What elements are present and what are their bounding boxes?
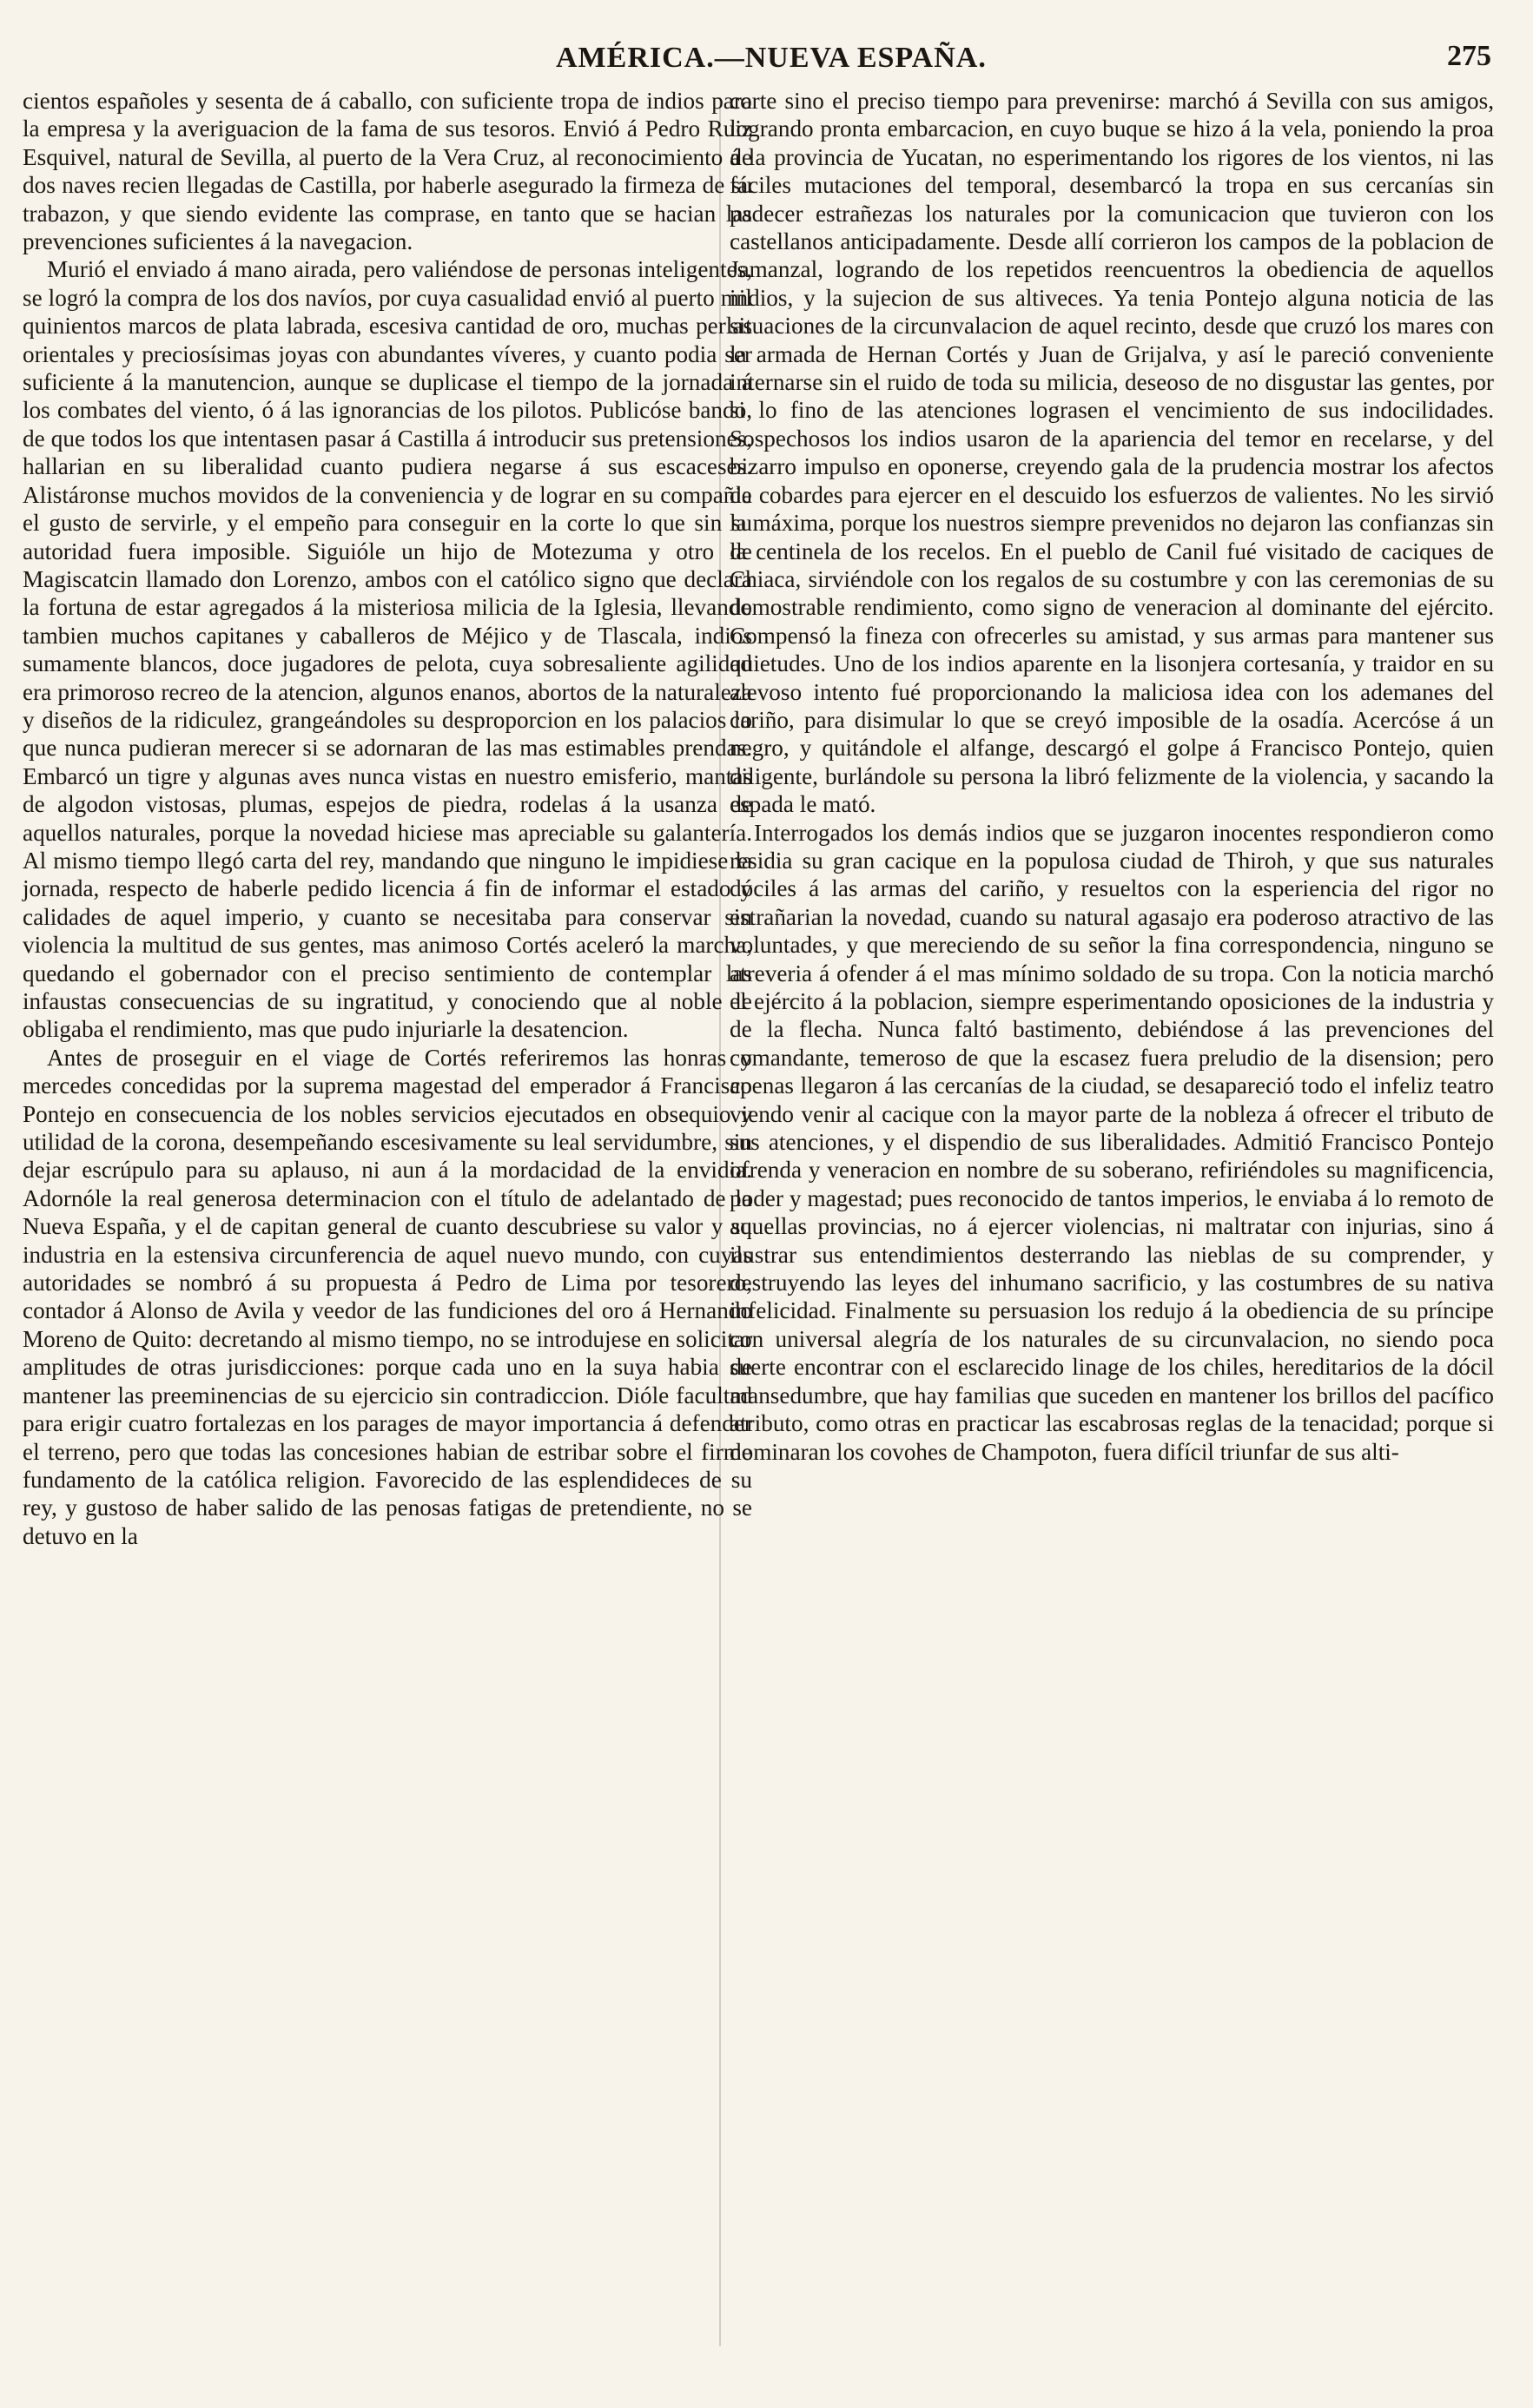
right-column [730,87,1494,1466]
left-paragraph-1: cientos españoles y sesenta de á caballo, con suficiente tropa de indios para la empresa y la averiguacion de la fama de sus tesoros. Envió á Pedro Ruiz Esquivel, natural de Sevilla, al puerto de la Vera Cruz, al reconocimiento de dos naves recien llegadas de Castilla, por haberle asegurado la firmeza de su trabazon, y que siendo evidente las comprase, en tanto que se hacian las prevenciones suficientes á la navegacion. [23,88,752,255]
right-paragraph-1: corte sino el preciso tiempo para prevenirse: marchó á Sevilla con sus amigos, logrando pronta embarcacion, en cuyo buque se hizo á la vela, poniendo la proa á la provincia de Yucatan, no esperimentando los rigores de los vientos, ni las fáciles mutaciones del temporal, desembarcó la tropa en sus cercanías sin padecer estrañezas los naturales por la comunicacion que tuvieron con los castellanos anticipadamente. Desde allí corrieron los campos de la poblacion de Jamanzal, logrando de los repetidos reencuentros la obediencia de aquellos indios, y la sujecion de sus altiveces. Ya tenia Pontejo alguna noticia de las situaciones de la circunvalacion de aquel recinto, desde que cruzó los mares con la armada de Hernan Cortés y Juan de Grijalva, y así le pareció conveniente internarse sin el ruido de toda su milicia, deseoso de no disgustar las gentes, por si lo fino de las atenciones lograsen el vencimiento de sus indocilidades. Sospechosos los indios usaron de la apariencia del temor en recelarse, y del bizarro impulso en oponerse, creyendo gala de la prudencia mostrar los afectos de cobardes para ejercer en el descuido los esfuerzos de valientes. No les sirvió la máxima, porque los nuestros siempre prevenidos no dejaron las confianzas sin la centinela de los recelos. En el pueblo de Canil fué visitado de caciques de Chiaca, sirviéndole con los regalos de su costumbre y con las ceremonias de su demostrable rendimiento, como signo de veneracion al dominante del ejército. Compensó la fineza con ofrecerles su amistad, y sus armas para mantener sus quietudes. Uno de los indios aparente en la lisonjera cortesanía, y traidor en su alevoso intento fué proporcionando la maliciosa idea con los ademanes del cariño, para disimular lo que se creyó imposible de la osadía. Acercóse á un negro, y quitándole el alfange, descargó el golpe á Francisco Pontejo, quien diligente, burlándole su persona la libró felizmente de la violencia, y sacando la espada le mató. [730,88,1494,818]
left-paragraph-2: Murió el enviado á mano airada, pero valiéndose de personas inteligentes, se logró la compra de los dos navíos, por cuya casualidad envió al puerto mil quinientos marcos de plata labrada, escesiva cantidad de oro, muchas perlas orientales y preciosísimas joyas con abundantes víveres, y cuanto podia ser suficiente á la manutencion, aunque se duplicase el tiempo de la jornada á los combates del viento, ó á las ignorancias de los pilotos. Publicóse bando, de que todos los que intentasen pasar á Castilla á introducir sus pretensiones, hallarian en su liberalidad cuanto pudiera negarse á sus escaceses. Alistáronse muchos movidos de la conveniencia y de lograr en su compañia el gusto de servirle, y el empeño para conseguir en la corte lo que sin su autoridad fuera imposible. Siguióle un hijo de Motezuma y otro de Magiscatcin llamado don Lorenzo, ambos con el católico signo que declara la fortuna de estar agregados á la misteriosa milicia de la Iglesia, llevando tambien muchos capitanes y caballeros de Méjico y de Tlascala, indios sumamente blancos, doce jugadores de pelota, cuya sobresaliente agilidad era primoroso recreo de la atencion, algunos enanos, abortos de la naturaleza y diseños de la ridiculez, grangeándoles su desproporcion en los palacios lo que nunca pudieran merecer si se adornaran de las mas estimables prendas. Embarcó un tigre y algunas aves nunca vistas en nuestro emisferio, mantas de algodon vistosas, plumas, espejos de piedra, rodelas á la usanza de aquellos naturales, porque la novedad hiciese mas apreciable su galantería. Al mismo tiempo llegó carta del rey, mandando que ninguno le impidiese la jornada, respecto de haberle pedido licencia á fin de informar el estado y calidades de aquel imperio, y cuanto se necesitaba para conservar sin violencia la multitud de sus gentes, mas animoso Cortés aceleró la marcha, quedando el gobernador con el preciso sentimiento de contemplar las infaustas consecuencias de su ingratitud, y conociendo que al noble le obligaba el rendimiento, mas que pudo injuriarle la desatencion. [23,256,752,1043]
page-header [0,35,1533,87]
left-column [23,87,752,1550]
page-number: 275 [1447,40,1491,72]
right-paragraph-2: Interrogados los demás indios que se juzgaron inocentes respondieron como residia su gran cacique en la populosa ciudad de Thiroh, y que sus naturales dóciles á las armas del cariño, y resueltos con la esperiencia del rigor no estrañarian la novedad, cuando su natural agasajo era poderoso atractivo de las voluntades, y que mereciendo de su señor la fina correspondencia, ninguno se atreveria á ofender á el mas mínimo soldado de su tropa. Con la noticia marchó el ejército á la poblacion, siempre esperimentando oposiciones de la industria y de la flecha. Nunca faltó bastimento, debiéndose á las prevenciones del comandante, temeroso de que la escasez fuera preludio de la disension; pero apenas llegaron á las cercanías de la ciudad, se desapareció todo el infeliz teatro viendo venir al cacique con la mayor parte de la nobleza á ofrecer el tributo de sus atenciones, y el dispendio de sus liberalidades. Admitió Francisco Pontejo ofrenda y veneracion en nombre de su soberano, refiriéndoles su magnificencia, poder y magestad; pues reconocido de tantos imperios, le enviaba á lo remoto de aquellas provincias, no á ejercer violencias, ni maltratar con injurias, sino á ilustrar sus entendimientos desterrando las nieblas de su comprender, y destruyendo las leyes del inhumano sacrificio, y las costumbres de su nativa infelicidad. Finalmente su persuasion los redujo á la obediencia de su príncipe con universal alegría de los naturales de su circunvalacion, no siendo poca suerte encontrar con el esclarecido linage de los chiles, hereditarios de la dócil mansedumbre, que hay familias que suceden en mantener los brillos del pacífico atributo, como otras en practicar las escabrosas reglas de la tenacidad; porque si dominaran los covohes de Champoton, fuera difícil triunfar de sus alti- [730,819,1494,1465]
left-paragraph-3: Antes de proseguir en el viage de Cortés referiremos las honras y mercedes concedidas por la suprema magestad del emperador á Francisco Pontejo en consecuencia de los nobles servicios ejecutados en obsequio y utilidad de la corona, desempeñando escesivamente su leal servidumbre, sin dejar escrúpulo para su aplauso, ni aun á la mordacidad de la envidia. Adornóle la real generosa determinacion con el título de adelantado de la Nueva España, y el de capitan general de cuanto descubriese su valor y su industria en la estensiva circunferencia de aquel nuevo mundo, con cuyas autoridades se nombró á su propuesta á Pedro de Lima por tesorero, contador á Alonso de Avila y veedor de las fundiciones del oro á Hernando Moreno de Quito: decretando al mismo tiempo, no se introdujese en solicitar amplitudes de otras jurisdicciones: porque cada uno en la suya habia de mantener las preeminencias de su ejercicio sin contradiccion. Dióle facultad para erigir cuatro fortalezas en los parages de mayor importancia á defender el terreno, pero que todas las concesiones habian de estribar sobre el firme fundamento de la católica religion. Favorecido de las esplendideces de su rey, y gustoso de haber salido de las penosas fatigas de pretendiente, no se detuvo en la [23,1044,752,1549]
column-divider [719,97,721,2346]
running-title: AMÉRICA.—NUEVA ESPAÑA. [556,42,987,74]
